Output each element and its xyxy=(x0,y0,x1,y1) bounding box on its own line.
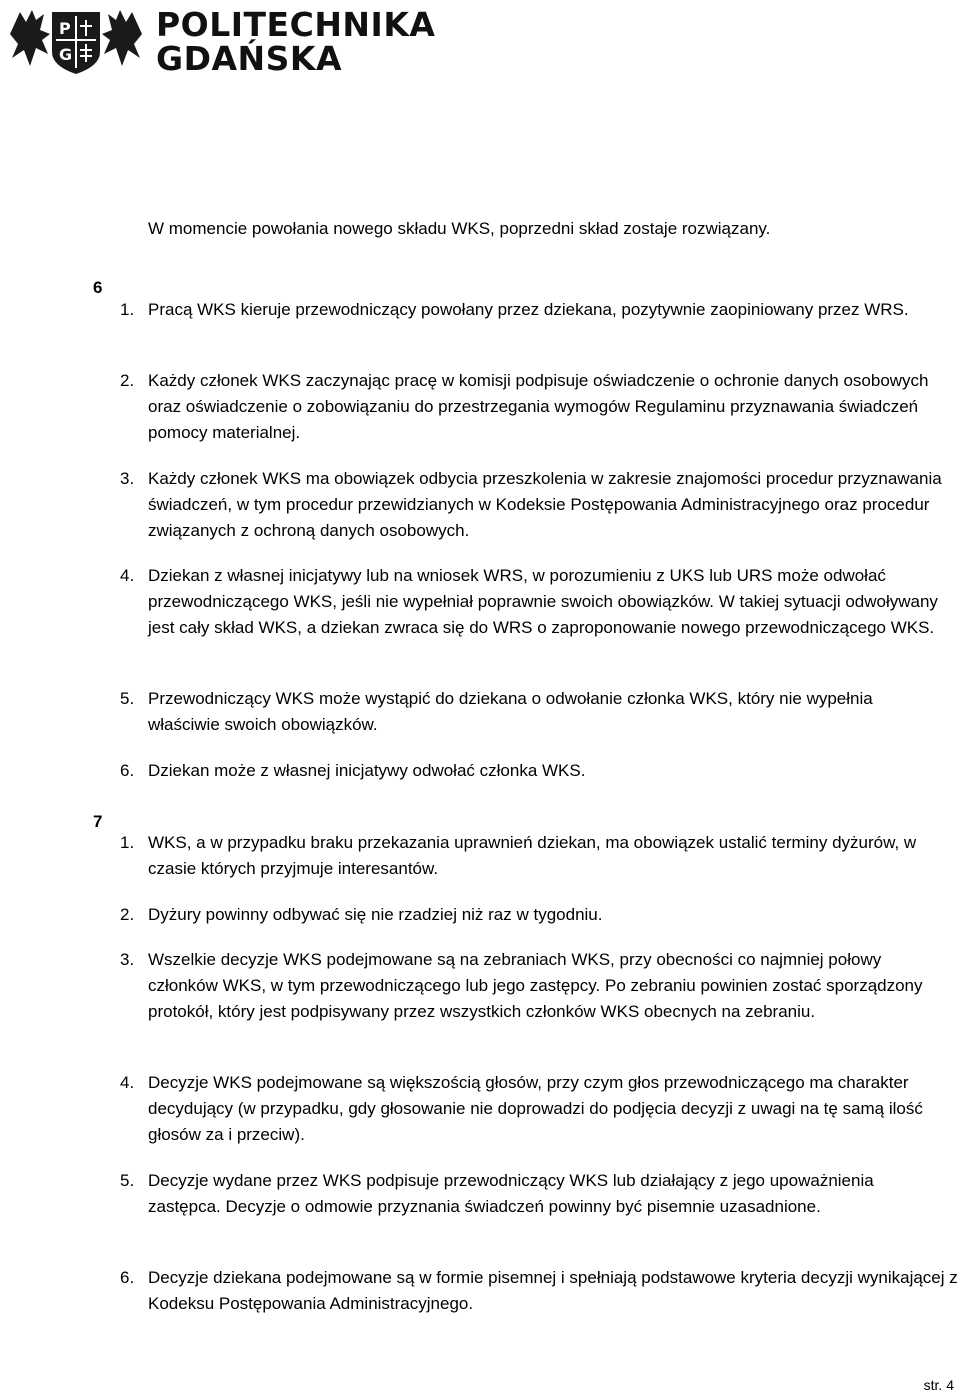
griffin-shield-emblem-icon xyxy=(6,4,146,76)
item-number: 1. xyxy=(120,300,135,319)
item-text: Wszelkie decyzje WKS podejmowane są na zebraniach WKS, przy obecności co najmniej połowy członków WKS, w tym przewodniczącego lub jego zastępcy. Po zebraniu powinien zostać sporządzony protokół, który jest podpisywany przez wszystkich członków WKS obecnych na zebraniu. xyxy=(148,950,923,1021)
item-number: 5. xyxy=(120,689,135,708)
item-text: Dyżury powinny odbywać się nie rzadziej niż raz w tygodniu. xyxy=(148,905,603,924)
section-6-label: 6 xyxy=(93,278,103,297)
shield-letter-g: G xyxy=(59,45,73,64)
item-number: 4. xyxy=(120,1073,135,1092)
intro-paragraph: W momencie powołania nowego składu WKS, poprzedni skład zostaje rozwiązany. xyxy=(148,219,771,238)
item-text: Decyzje dziekana podejmowane są w formie pisemnej i spełniają podstawowe kryteria decyzji wynikającej z Kodeksu Postępowania Administracyjnego. xyxy=(148,1268,958,1313)
item-text: Każdy członek WKS zaczynając pracę w komisji podpisuje oświadczenie o ochronie danych osobowych oraz oświadczenie o zobowiązaniu do przestrzegania wymogów Regulaminu przyznawania świadczeń pomocy materialnej. xyxy=(148,371,929,442)
item-text: Dziekan z własnej inicjatywy lub na wniosek WRS, w porozumieniu z UKS lub URS może odwołać przewodniczącego WKS, jeśli nie wypełniał poprawnie swoich obowiązków. W takiej sytuacji odwoływany jest cały skład WKS, a dziekan zwraca się do WRS o zaproponowanie nowego przewodniczącego WKS. xyxy=(148,566,938,637)
section-7-label: 7 xyxy=(93,812,103,831)
item-text: Przewodniczący WKS może wystąpić do dziekana o odwołanie członka WKS, który nie wypełnia właściwie swoich obowiązków. xyxy=(148,689,873,734)
item-number: 2. xyxy=(120,371,135,390)
page-number: str. 4 xyxy=(923,1377,954,1393)
item-number: 6. xyxy=(120,1268,135,1287)
shield-letter-p: P xyxy=(59,19,71,38)
item-text: Dziekan może z własnej inicjatywy odwołać członka WKS. xyxy=(148,761,586,780)
logo-wordmark xyxy=(156,5,436,78)
item-text: Pracą WKS kieruje przewodniczący powołany przez dziekana, pozytywnie zaopiniowany przez WRS. xyxy=(148,300,909,319)
item-text: WKS, a w przypadku braku przekazania uprawnień dziekan, ma obowiązek ustalić terminy dyżurów, w czasie których przyjmuje interesantów. xyxy=(148,833,917,878)
item-number: 5. xyxy=(120,1171,135,1190)
item-text: Decyzje WKS podejmowane są większością głosów, przy czym głos przewodniczącego ma charakter decydujący (w przypadku, gdy głosowanie nie doprowadzi do podjęcia decyzji z uwagi na tę samą ilość głosów za i przeciw). xyxy=(148,1073,923,1144)
university-logo xyxy=(6,4,436,78)
item-number: 4. xyxy=(120,566,135,585)
logo-line-2: GDAŃSKA xyxy=(156,39,343,78)
item-number: 2. xyxy=(120,905,135,924)
item-number: 3. xyxy=(120,469,135,488)
item-text: Decyzje wydane przez WKS podpisuje przewodniczący WKS lub działający z jego upoważnienia zastępca. Decyzje o odmowie przyznania świadczeń powinny być pisemnie uzasadnione. xyxy=(148,1171,874,1216)
logo-line-1: POLITECHNIKA xyxy=(156,5,436,44)
item-text: Każdy członek WKS ma obowiązek odbycia przeszkolenia w zakresie znajomości procedur przyznawania świadczeń, w tym procedur przewidzianych w Kodeksie Postępowania Administracyjnego oraz procedur związanych z ochroną danych osobowych. xyxy=(148,469,942,540)
item-number: 3. xyxy=(120,950,135,969)
item-number: 6. xyxy=(120,761,135,780)
item-number: 1. xyxy=(120,833,135,852)
